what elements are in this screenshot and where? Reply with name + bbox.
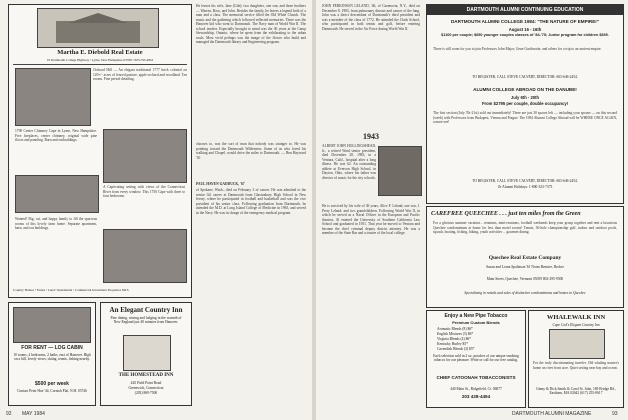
obituary-name: PAUL HAVEN GADDUCK, '67 (196, 182, 245, 186)
carefree-text: For a glorious summer vacation... reunions, mini-reunions, football weekends keep your group together and rent a luxurious Quechee condominium at home for less than motel rooms! Tennis, 36-hole championship golf, indoor and outdoor pools, squash, boating, fishing, hiking, youth activities ... gourmet dining. (433, 221, 617, 234)
rent-ad (8, 302, 96, 406)
quechee-company: Quechee Real Estate Company (488, 255, 562, 261)
river-photo (15, 175, 99, 213)
hollingshead-obituary: ALBERT JOHN HOLLINGSHEAD, Jr., a retired Ward senior president, died December 28, 1983, in a Ventura, Calif., hospital after a long illness. He was 62. An outstanding athlete at Everson High School, in Dayton, Ohio, where his father was director of music for the city schools. (322, 144, 376, 180)
college-dates: August 16 - 16th (508, 27, 542, 32)
danube-price: From $2795 per couple, double occupancy! (481, 101, 569, 106)
quechee-address: Main Street, Quechee, Vermont 05059 802-295-9500 (486, 277, 564, 281)
danube-title: ALUMNI COLLEGE ABROAD ON THE DANUBE! (473, 87, 577, 92)
tobacco-phone: 203 438-4494 (461, 394, 491, 399)
college-price: $1100 per couple; $650 younger couples classes of '84-'75; Junior program for children $395. (441, 33, 609, 37)
queechee-ad (426, 206, 624, 308)
alumni-education-ad (426, 4, 624, 204)
danube-text: The first section (July 7th-21st) sold out immediately! There are just 30 spaces left — including your spouse — on this second (week) with Professors from Budapest, Vienna and Prague. The 1984 Alumni College Abroad will be WHERE ONCE AGAIN, a must-see! (433, 111, 617, 124)
diebold-ad (8, 4, 192, 298)
obituary-column-1: He leaves his wife, Jane (Gile); two daughters, one son; and three brothers — Warren, Ross, and John. Besides the family, he leaves a legend both of a man and a class. The memorial service filled the Old White Church. The music and the gathering which followed reflected memories. There was the Hanover kid who went to Dartmouth. The Navy man of World War II. The school teacher. Especially brought to mind was the 30 years at the Camp Stewardship, Ontario, where he spent from the exhilarating to the urban souls. Most vivid perhaps was the image of the flower who build and managed the Dartmouth library and Engineering program. (196, 4, 306, 44)
tobacco-item: Kentucky Burley $5* (437, 342, 468, 346)
house-photo (37, 8, 159, 48)
rent-contact: Contact Peter Hue '44, Cornish Flat, N.H. 03746 (17, 389, 87, 393)
realtor-name: Martha E. Diebold Real Estate (57, 49, 143, 56)
page-number-left: 92 (6, 411, 12, 417)
whalewalk-contact: Ginny & Dick Smith & Carol St. John, 169 Bridge Rd., Eastham, MA 02642 (617) 255-0617 (536, 387, 616, 396)
rent-title: FOR RENT — LOG CABIN (21, 345, 83, 351)
inn-city: Greenwich, Connecticut (128, 386, 164, 390)
tobacco-item: Cavendish Blends (3) $5* (437, 347, 475, 351)
inn-ad (100, 302, 192, 406)
carefree-title: CAREFREE QUEECHEE . . . just ten miles from the Green (431, 211, 581, 217)
danube-register: TO REGISTER, CALL STEVE CALVERT, DIRECTOR: 603-646-2454. (472, 179, 578, 183)
inn-address: 420 Field Point Road (130, 381, 162, 385)
orchard-text: Orchard Hill — An elegant traditional 1777 brick colonial on 120+/- acres of fenced pasture, apple orchard and woodland. Ten rooms. Fine period detailing. (93, 68, 187, 81)
inn-drawing (123, 335, 171, 371)
quechee-tagline: Specializing in rentals and sales of distinctive condominiums and homes in Quechee (464, 291, 586, 295)
realtor-footer: Country Homes • Farms • Land • Residential • Commercial Investment Properties MLS (13, 288, 129, 292)
leland-obituary: JOHN PERKINSON LELAND, '46, of Cazenovia, N.Y., died on December 8, 1983, from pulmonary disease and cancer of the lung. John was a direct descendant of Dartmouth's third president and was a member of the class of 1772. He attended the Clark School, who participated in both tennis and golf, before entering Dartmouth. He served in the Air Force during World War II. (322, 4, 420, 31)
whalewalk-subtitle: Cape Cod's Elegant Country Inn (552, 323, 600, 327)
realtor-address: 19 Dartmouth College Highway • Lyme, New Hampshire 03768 • 603-795-4816 (46, 58, 154, 62)
magazine-name: DARTMOUTH ALUMNI MAGAZINE (512, 411, 592, 417)
alumni-header: DARTMOUTH ALUMNI CONTINUING EDUCATION (427, 5, 623, 15)
issue-date: MAY 1984 (22, 411, 45, 417)
quechee-names: Susan and Lorna Spalinson '61 Norm Renoire, Broker (486, 265, 564, 269)
barn-photo (103, 229, 187, 283)
tobacco-item: Virginia Blends (4) $6* (437, 337, 471, 341)
danube-dates: July 6th - 20th (510, 95, 540, 100)
colonial-text: 1790 Center Chimney Cape in Lyme, New Hampshire. Five fireplaces, center chimney, original wide pine floors and paneling. Barn and outbuildings. (15, 129, 97, 142)
tobacco-company: CHIEF CATOONAH TOBACCONISTS (436, 375, 516, 380)
whalewalk-text: For the truly discriminating traveler. Old whaling master's home on river front acre. Quiet setting near bay and ocean. (533, 361, 619, 370)
whalewalk-title: WHALEWALK INN (546, 314, 606, 321)
wanted-text: Wanted! Big, cat, and happy family to fill the spacious rooms of this lovely farm home. Separate apartment, barn, and out buildings. (15, 217, 97, 230)
college-text: There is still room for you to join Professors John Major, Gene Garthwaite, and others for a trip to an ancient empire. (433, 47, 602, 51)
tobacco-subtitle: Premium Custom Blends (452, 320, 500, 325)
inn-phone: (203) 869-7500 (134, 391, 158, 395)
left-page (0, 0, 312, 420)
tobacco-item: English Mixtures (5) $6* (437, 332, 474, 336)
portrait-photo (378, 146, 422, 196)
whalewalk-drawing (549, 329, 605, 359)
colonial-photo (103, 129, 187, 183)
class-year-heading: 1943 (363, 132, 379, 141)
page-number-right: 93 (612, 411, 618, 417)
inn-name: THE HOMESTEAD INN (118, 373, 174, 378)
inn-title: An Elegant Country Inn (109, 306, 183, 314)
tobacco-address: 440 Main St., Ridgefield, Ct. 06877 (450, 387, 502, 391)
tobacco-item: Aromatic Blends (8) $6* (437, 327, 473, 331)
tobacco-ad (426, 310, 526, 408)
college-register: TO REGISTER, CALL STEVE CALVERT, DIRECTOR: 603-646-2454. (472, 75, 578, 79)
rent-price: $500 per week (35, 381, 69, 387)
inn-text: Fine dining, wining and lodging in the warmth of New England just 40 minutes from Hanover. (110, 316, 182, 325)
orchard-photo (15, 68, 91, 126)
cabin-photo (13, 307, 91, 343)
whalewalk-ad (528, 310, 624, 408)
right-page (316, 0, 628, 420)
obituary-text: of Spokane, Wash., died on February 3 of cancer. He was admitted to the senior Gil career at Dartmouth from Glastonbury High School in New Jersey, where he participated in football and basketball and was the vice president of his senior class. Following graduation from Dartmouth, he attended the M.D. at Long Island College of Medicine in 1965, and served in the Navy. He was in charge of the emergency medical program. (196, 188, 306, 215)
obituary-continued: He is survived by his wife of 36 years, Alice F. Leland; one son, J. Perry Leland; and two grandchildren. Following World War II, in which he served as a Naval Officer in the European and Pacific theaters, Al entered the University of Southern California Law School and graduated in 1951. That year he moved to Ventura and became the chief criminal deputy district attorney. He was a member of the State Bar and a trustee of the local college. (322, 204, 420, 235)
danube-register-alt: Or Alumni Holidays: 1-800-323-7373 (497, 185, 553, 189)
tobacco-note: Each selection sold in 2 oz. pouches of our unique smoking tobacco for our pleasure. Write or call for our free catalog. (433, 354, 519, 363)
tobacco-title: Enjoy a New Pipe Tobacco (444, 313, 508, 319)
camping-text: A Captivating setting with views of the Connecticut River from every window. This 1750 Cape with three to four bedrooms. (103, 185, 185, 198)
college-title: DARTMOUTH ALUMNI COLLEGE 1984: "THE NATURE OF EMPIRE!" (450, 19, 600, 24)
rent-text: 10 rooms, 4 bedrooms, 2 baths, east of Hanover. High on a hill, lovely views, skiing, tennis, fishing nearby. (13, 353, 91, 362)
obituary-column-2: chooses to, was the sort of man that nobody was stranger to. He was pointing toward the Dartmouth Wilderness. Some of us who loved his walking and Chapel, would drive the miles to Dartmouth. — Ben Hayward '30 (196, 142, 306, 160)
